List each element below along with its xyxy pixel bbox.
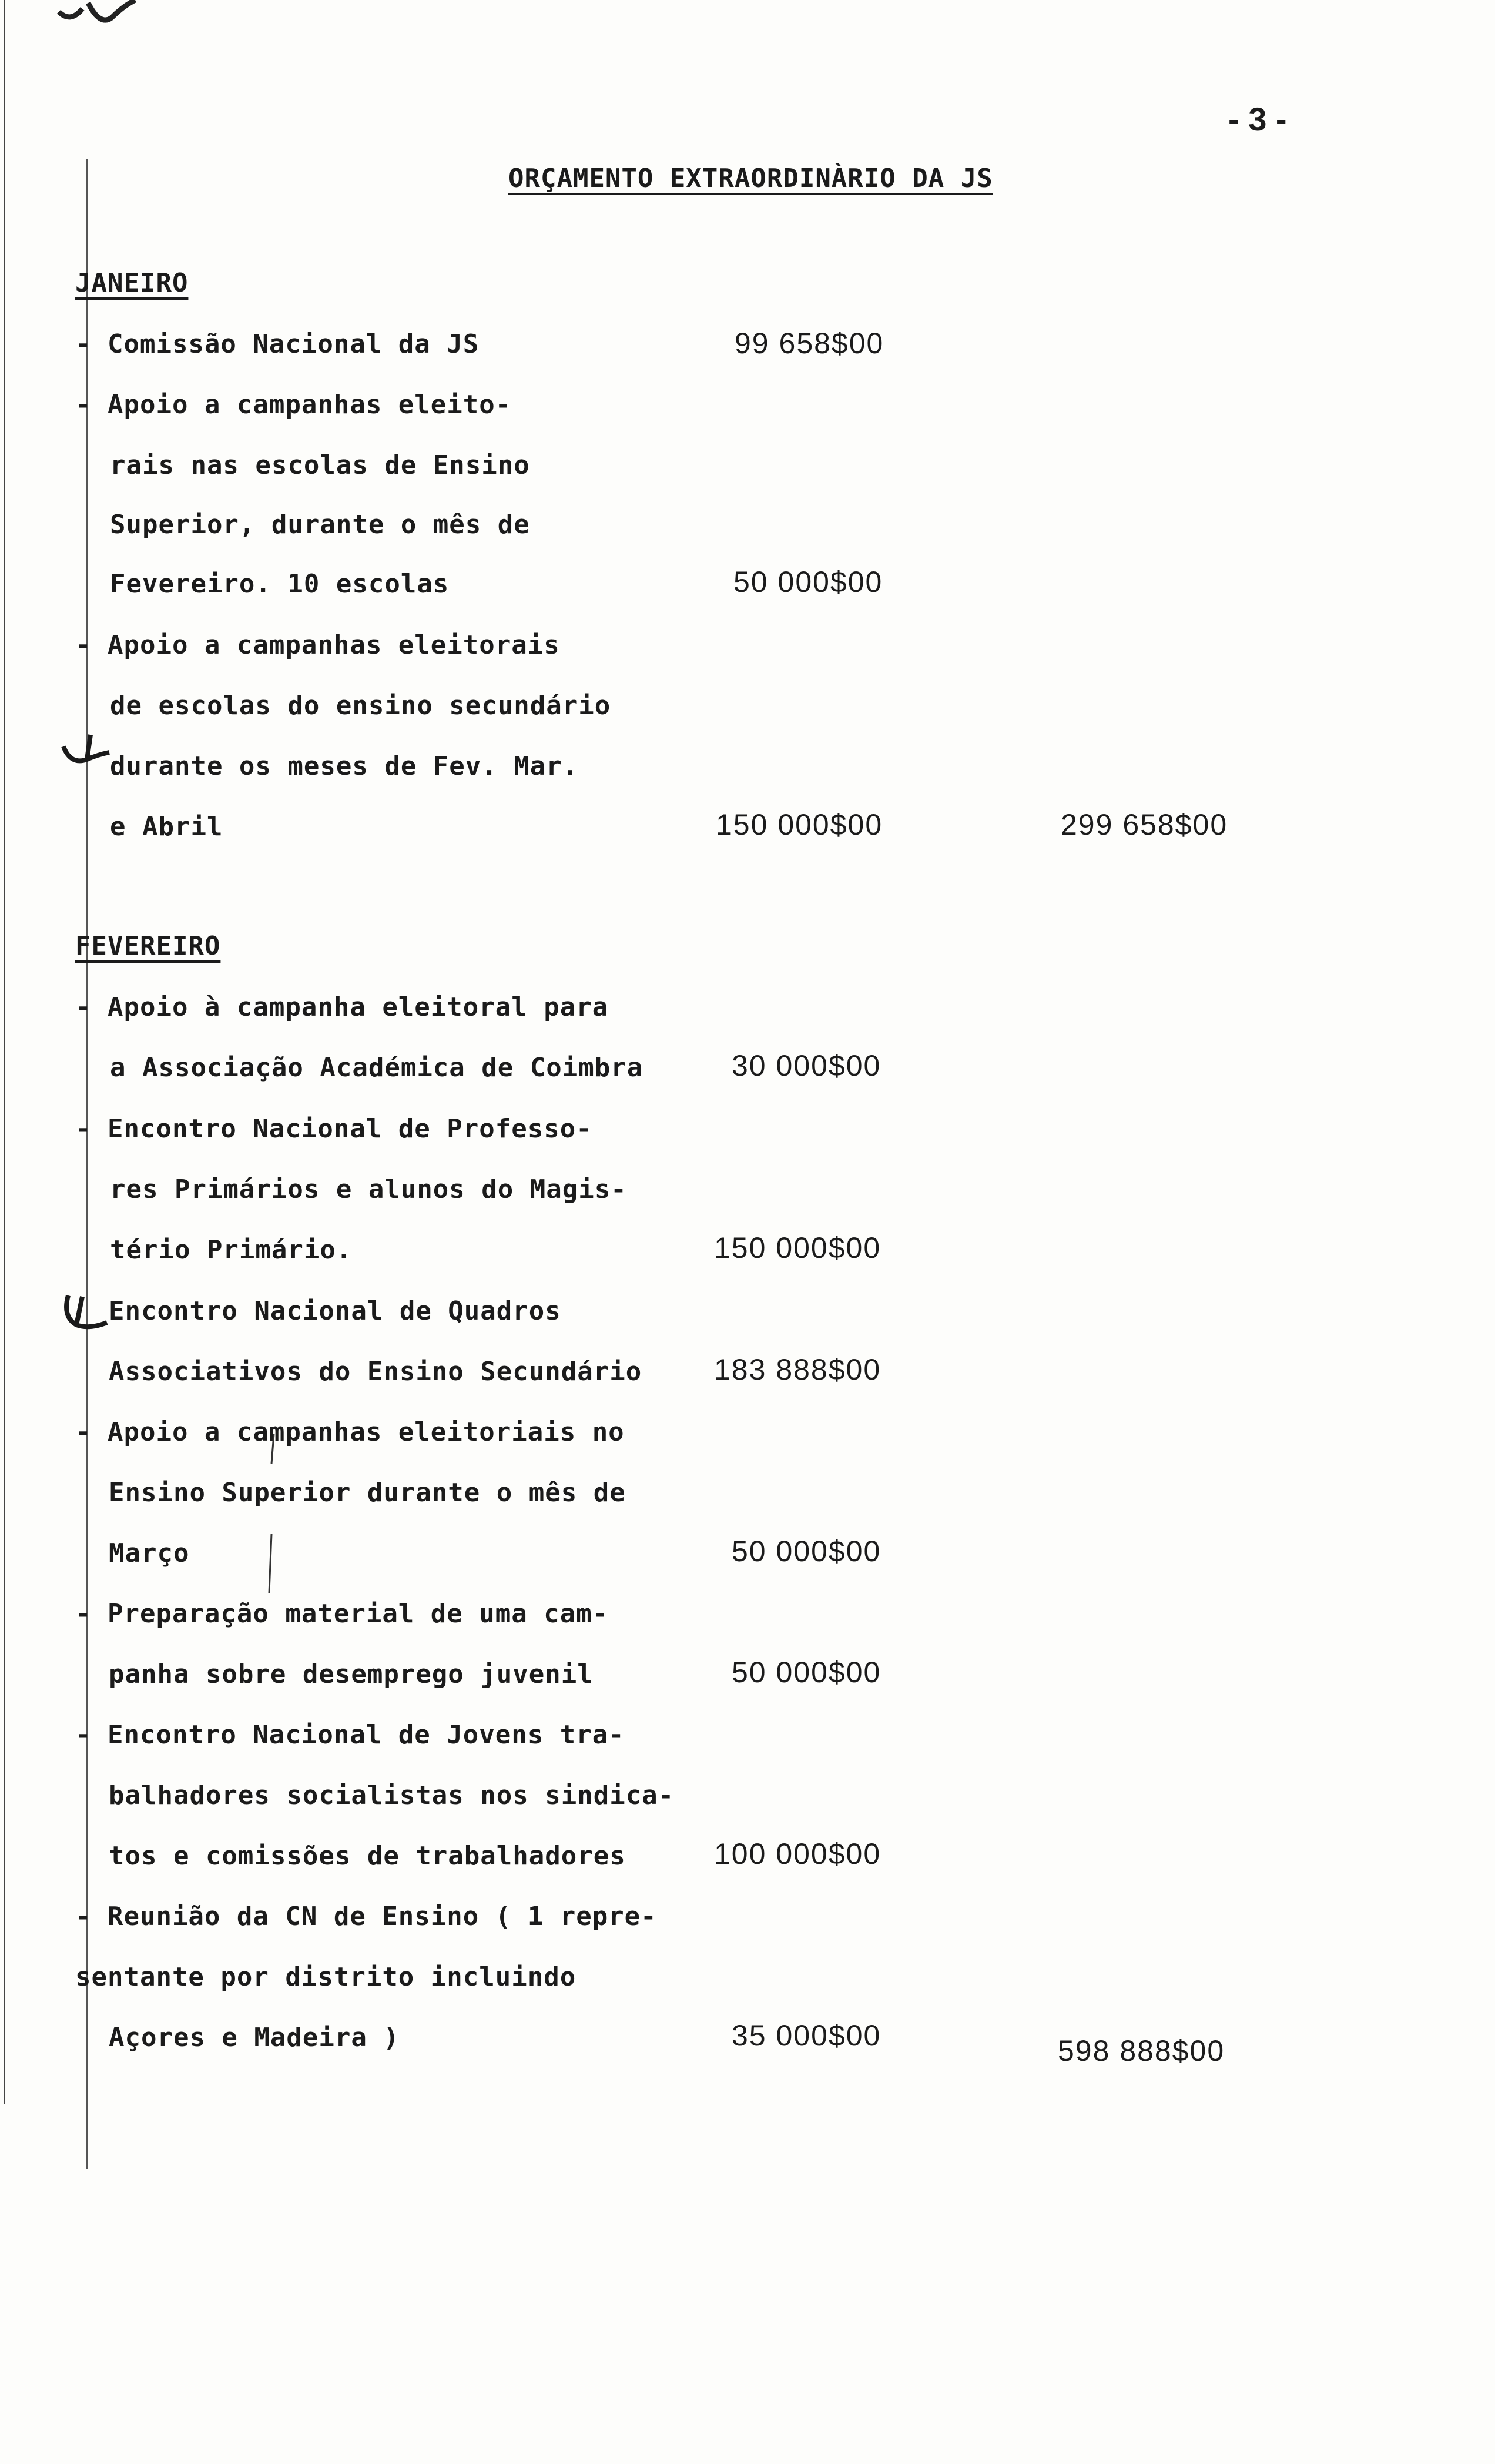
section-total: 598 888$00 bbox=[1058, 2034, 1225, 2067]
line-text: tério Primário. bbox=[110, 1235, 353, 1265]
line-text: Associativos do Ensino Secundário bbox=[109, 1357, 642, 1387]
line-amount: 30 000$00 bbox=[732, 1049, 881, 1082]
line-text: - Encontro Nacional de Professo- bbox=[75, 1114, 592, 1144]
line-text: tos e comissões de trabalhadores bbox=[109, 1841, 626, 1871]
line-text: - Preparação material de uma cam- bbox=[75, 1599, 609, 1629]
line-text: Fevereiro. 10 escolas bbox=[110, 569, 450, 599]
line-text: Açores e Madeira ) bbox=[109, 2023, 400, 2053]
line-amount: 150 000$00 bbox=[714, 1231, 881, 1264]
margin-rule-line bbox=[86, 159, 88, 2169]
page-title: ORÇAMENTO EXTRAORDINÀRIO DA JS bbox=[508, 163, 993, 193]
line-amount: 50 000$00 bbox=[733, 565, 883, 598]
binding-edge-line bbox=[4, 0, 5, 2104]
line-text: Encontro Nacional de Quadros bbox=[109, 1296, 561, 1326]
line-text: e Abril bbox=[110, 812, 223, 842]
section-total: 299 658$00 bbox=[1061, 808, 1228, 841]
handwritten-tick bbox=[59, 1287, 112, 1334]
line-text: - Apoio a campanhas eleitoriais no bbox=[75, 1417, 625, 1447]
line-text: balhadores socialistas nos sindica- bbox=[109, 1780, 675, 1810]
handwritten-mark bbox=[53, 0, 170, 35]
line-amount: 150 000$00 bbox=[716, 808, 883, 841]
section-heading-fevereiro: FEVEREIRO bbox=[75, 931, 221, 961]
line-text: de escolas do ensino secundário bbox=[110, 691, 611, 721]
page-number: - 3 - bbox=[1228, 101, 1287, 138]
line-text: - Apoio a campanhas eleito- bbox=[75, 390, 512, 420]
line-amount: 183 888$00 bbox=[714, 1353, 881, 1386]
line-amount: 99 658$00 bbox=[735, 327, 884, 360]
line-text: Março bbox=[109, 1538, 190, 1568]
line-text: - Encontro Nacional de Jovens tra- bbox=[75, 1720, 625, 1750]
handwritten-tick bbox=[59, 729, 112, 770]
line-text: - Apoio a campanhas eleitorais bbox=[75, 630, 560, 660]
line-amount: 50 000$00 bbox=[732, 1535, 881, 1568]
line-text: - Comissão Nacional da JS bbox=[75, 329, 480, 359]
section-heading-janeiro: JANEIRO bbox=[75, 268, 189, 298]
line-amount: 35 000$00 bbox=[732, 2019, 881, 2052]
line-text: rais nas escolas de Ensino bbox=[110, 450, 530, 480]
line-text: - Reunião da CN de Ensino ( 1 repre- bbox=[75, 1901, 657, 1931]
line-amount: 50 000$00 bbox=[732, 1656, 881, 1689]
line-text: Superior, durante o mês de bbox=[110, 510, 530, 540]
line-amount: 100 000$00 bbox=[714, 1837, 881, 1870]
line-text: panha sobre desemprego juvenil bbox=[109, 1659, 594, 1689]
line-text: - Apoio à campanha eleitoral para bbox=[75, 992, 609, 1022]
line-text: durante os meses de Fev. Mar. bbox=[110, 751, 579, 781]
line-text: sentante por distrito incluindo bbox=[75, 1962, 576, 1992]
line-text: a Associação Académica de Coimbra bbox=[110, 1053, 643, 1083]
handwritten-stroke bbox=[266, 1434, 277, 1605]
line-text: Ensino Superior durante o mês de bbox=[109, 1478, 626, 1508]
line-text: res Primários e alunos do Magis- bbox=[110, 1174, 627, 1204]
